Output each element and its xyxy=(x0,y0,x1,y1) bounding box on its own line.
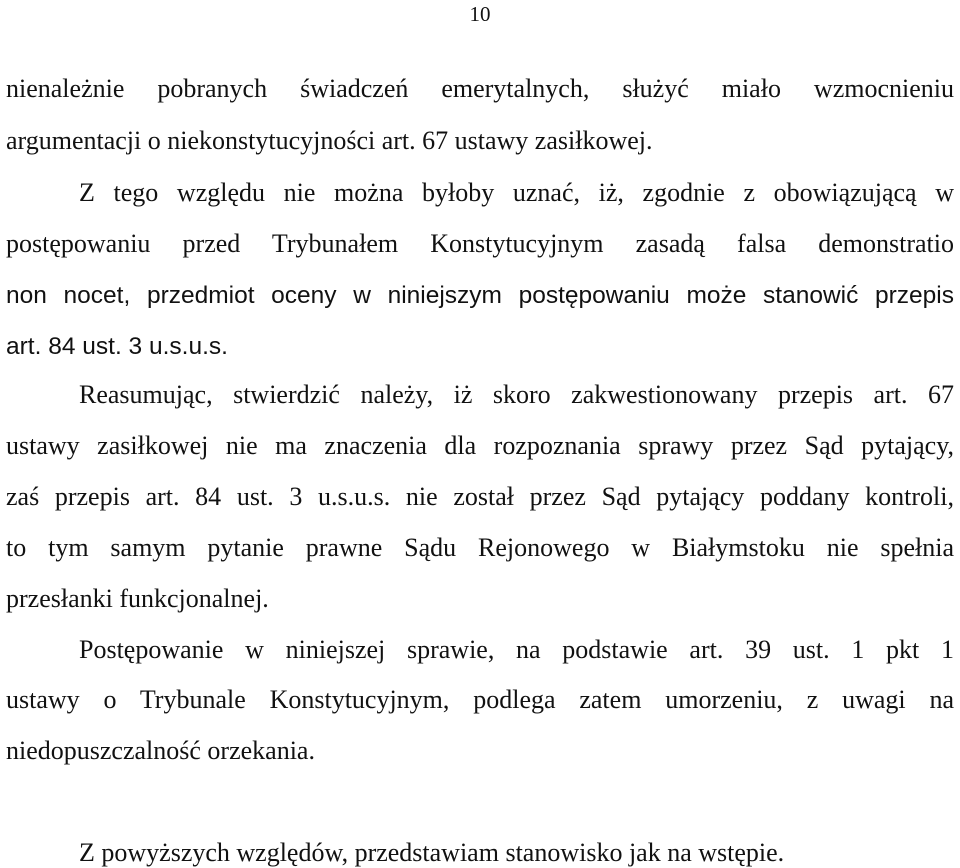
text-line: art. 84 ust. 3 u.s.u.s. xyxy=(6,333,228,360)
text-line: Postępowanie w niniejszej sprawie, na podstawie art. 39 ust. 1 pkt 1 xyxy=(79,635,954,664)
text-line: ustawy zasiłkowej nie ma znaczenia dla rozpoznania sprawy przez Sąd pytający, xyxy=(6,431,954,460)
page-number: 10 xyxy=(469,2,491,26)
text-line: Reasumując, stwierdzić należy, iż skoro zakwestionowany przepis art. 67 xyxy=(79,380,954,409)
text-line: niedopuszczalność orzekania. xyxy=(6,736,315,765)
text-line: to tym samym pytanie prawne Sądu Rejonowego w Białymstoku nie spełnia xyxy=(6,533,954,562)
text-line: nienależnie pobranych świadczeń emerytalnych, służyć miało wzmocnieniu xyxy=(6,74,954,103)
text-line: non nocet, przedmiot oceny w niniejszym postępowaniu może stanowić przepis xyxy=(6,282,954,309)
text-line: ustawy o Trybunale Konstytucyjnym, podlega zatem umorzeniu, z uwagi na xyxy=(6,685,954,714)
text-line: zaś przepis art. 84 ust. 3 u.s.u.s. nie został przez Sąd pytający poddany kontroli, xyxy=(6,482,954,511)
text-line: Z tego względu nie można byłoby uznać, iż, zgodnie z obowiązującą w xyxy=(79,178,954,207)
text-line: argumentacji o niekonstytucyjności art. 67 ustawy zasiłkowej. xyxy=(6,126,653,155)
text-line: Z powyższych względów, przedstawiam stanowisko jak na wstępie. xyxy=(79,838,785,867)
text-line: przesłanki funkcjonalnej. xyxy=(6,584,269,613)
text-line: postępowaniu przed Trybunałem Konstytucyjnym zasadą falsa demonstratio xyxy=(6,229,954,258)
